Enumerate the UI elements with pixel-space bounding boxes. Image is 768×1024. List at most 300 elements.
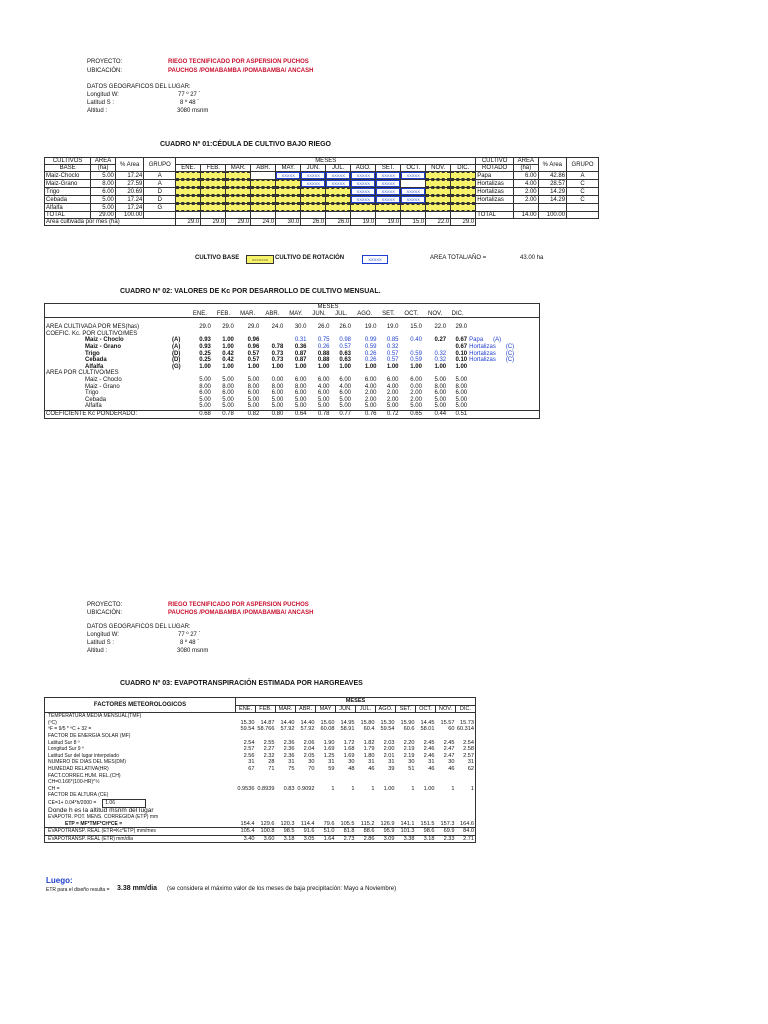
area-crop-name: Maiz - Choclo: [85, 376, 122, 383]
hg-value: 3.60: [263, 835, 275, 842]
kc-area-value: 24.0: [271, 324, 284, 331]
hg-value: 1.69: [323, 746, 335, 753]
hg-value: [256, 773, 276, 780]
cultivada-value: 24.0: [251, 219, 276, 226]
hg-value: 51.0: [323, 828, 335, 835]
lon-label: Longitud W:: [87, 92, 119, 98]
hg-row: [45, 828, 476, 836]
kc-pond-label: COEFICIENTE Kc PONDERADO:: [46, 410, 138, 417]
hg-value: 2.01: [383, 752, 395, 759]
kc-month-header: ABR.: [265, 310, 280, 317]
hg-value: 14.45: [420, 719, 435, 726]
ubicacion-label-2: UBICACIÓN:: [87, 610, 123, 616]
hg-value: [256, 814, 276, 821]
h-rotado: ROTADO: [476, 165, 514, 172]
hg-value: [356, 814, 376, 821]
cultivo-table: [44, 157, 599, 226]
month-cell: [301, 196, 326, 204]
cultivada-blank: [514, 219, 539, 226]
hg-value: 28: [268, 759, 275, 766]
area-crop-value: 5.00: [222, 396, 234, 403]
kc-blank: [45, 304, 188, 311]
hg-value: [316, 713, 336, 720]
hg-value: 58.91: [340, 726, 355, 733]
kc-rot-group: (C): [505, 357, 515, 364]
total-month-blank: [351, 212, 376, 219]
month-cell: [276, 196, 301, 204]
base-crop-marker: [226, 196, 250, 203]
hg-value: [396, 792, 416, 799]
hg-value: 2.54: [463, 739, 474, 746]
total-label-2: TOTAL: [476, 212, 514, 219]
hg-value: 105.4: [240, 828, 255, 835]
kc-area-value: 26.0: [339, 324, 352, 331]
hg-value: 101.3: [400, 828, 415, 835]
hg-value: 1.25: [323, 752, 335, 759]
hg-value: 2.56: [243, 752, 255, 759]
hg-value: [316, 792, 336, 799]
area-crop-value: 0.00: [410, 383, 422, 390]
total-month-blank: [426, 212, 451, 219]
h-cultivo2: CULTIVO: [476, 158, 514, 165]
hg-value: 2.45: [423, 739, 435, 746]
hg-value: 31: [248, 759, 255, 766]
kc-row: [45, 344, 540, 351]
rotation-crop-marker: XXXXX: [276, 172, 300, 179]
rotado-name: [476, 204, 514, 212]
hg-value: 48: [348, 765, 355, 772]
area-crop-value: 2.00: [386, 390, 399, 397]
month-cell: [201, 204, 226, 212]
month-cell: [401, 172, 426, 180]
geo-title-2: DATOS GEOGRAFICOS DEL LUGAR:: [87, 624, 191, 630]
cultivada-value: 19.0: [351, 219, 376, 226]
legend-base-label: CULTIVO BASE: [195, 255, 240, 261]
hg-value: 91.6: [303, 828, 315, 835]
hg-row: [45, 720, 476, 727]
base-crop-marker: [226, 188, 250, 195]
hg-value: [316, 814, 336, 821]
base-crop-marker: [251, 204, 275, 211]
hg-value: 2.36: [283, 739, 295, 746]
hg-row-label: [45, 713, 236, 720]
rotation-crop-marker: XXXXX: [301, 172, 325, 179]
hg-value: 129.6: [260, 820, 275, 827]
hg-row-label: [45, 828, 236, 836]
hg-value: [436, 773, 456, 780]
total-month-blank: [276, 212, 301, 219]
kc-crop-name: Cebada: [85, 357, 107, 364]
hg-value: 0.83: [283, 785, 295, 792]
month-cell: [226, 172, 251, 180]
base-crop-marker: [276, 180, 300, 187]
month-cell: [326, 204, 351, 212]
month-cell: [251, 188, 276, 196]
kc-value: 1.00: [364, 363, 377, 370]
month-cell: [176, 204, 201, 212]
cultivo-header-row: [45, 158, 599, 165]
hg-row-label-text: CH =: [48, 785, 60, 792]
cultivo-row: [45, 180, 599, 188]
total-month-blank: [401, 212, 426, 219]
base-crop-marker: [326, 204, 350, 211]
hg-value: [436, 792, 456, 799]
total-month-blank: [201, 212, 226, 219]
kc-value: 0.27: [434, 337, 447, 344]
kc-value: 1.00: [410, 363, 422, 370]
kc-month-header: MAR.: [240, 310, 256, 317]
hg-value: 31: [328, 759, 335, 766]
month-header: MAY.: [276, 165, 301, 172]
lat-value: 8 º 48 ´: [180, 100, 200, 106]
hg-row-label-text: Latitud Sur del lugar interpolado: [48, 752, 119, 759]
kc-pond-row: [45, 410, 540, 418]
kc-value: 0.57: [386, 357, 399, 364]
month-cell: [351, 204, 376, 212]
rotado-name: Papa: [476, 172, 514, 180]
hg-value: 15.30: [380, 719, 395, 726]
hg-value: [336, 814, 356, 821]
kc-value: 0.88: [317, 357, 330, 364]
kc-value: 0.57: [339, 343, 352, 350]
kc-area-value: 19.0: [364, 324, 377, 331]
hg-value: [456, 792, 476, 799]
base-crop-marker: [226, 180, 250, 187]
hg-row: [45, 740, 476, 747]
hg-value: [276, 808, 296, 815]
area-crop-value: 5.00: [410, 403, 422, 410]
area-crop-name: Maiz - Grano: [85, 383, 120, 390]
month-cell: [451, 180, 476, 188]
hg-row-label: [45, 720, 236, 727]
area-crop-row: [45, 384, 540, 391]
hg-value: 1.82: [363, 739, 375, 746]
hg-value: [416, 779, 436, 786]
base-crop-marker: [426, 172, 450, 179]
area-crop-value: 5.00: [339, 396, 352, 403]
hg-value: [256, 799, 276, 808]
hg-month-header: OCT.: [416, 705, 436, 713]
month-cell: [401, 188, 426, 196]
kc-area-value: 26.0: [317, 324, 330, 331]
hg-value: 59.54: [240, 726, 255, 733]
kc-pond-value: 0.44: [434, 410, 447, 417]
kc-meses-row: [45, 304, 540, 311]
hg-value: 2.57: [243, 746, 255, 753]
kc-value: 1.00: [271, 363, 284, 370]
month-cell: [176, 188, 201, 196]
total-month-blank: [326, 212, 351, 219]
geo-title: DATOS GEOGRAFICOS DEL LUGAR:: [87, 84, 191, 90]
hg-row: [45, 733, 476, 740]
hg-row: [45, 766, 476, 773]
area-crop-value: 8.00: [455, 383, 468, 390]
hg-value: 15.60: [320, 719, 335, 726]
hg-value: 57.92: [280, 726, 295, 733]
hg-row-label-text: ETP = MF*TMF*CH*CE =: [65, 820, 123, 827]
hg-value: 1.64: [323, 835, 335, 842]
hg-value: 46: [448, 765, 455, 772]
rotation-crop-marker: XXXXX: [376, 180, 400, 187]
kc-value: 0.36: [294, 343, 307, 350]
kc-crop-name: Trigo: [85, 350, 100, 357]
cultivo-grupo: D: [144, 196, 176, 204]
kc-rot-name: Hortalizas: [469, 350, 496, 357]
hg-value: 3.18: [283, 835, 295, 842]
base-crop-marker: [451, 196, 475, 203]
hg-value: 14.40: [280, 719, 295, 726]
kc-month-header: ENE.: [192, 310, 207, 317]
cultivada-value: 26.0: [301, 219, 326, 226]
area-crop-value: 6.00: [339, 376, 352, 383]
hg-value: 1.79: [363, 746, 375, 753]
base-crop-marker: [451, 172, 475, 179]
hg-value: 31: [368, 759, 375, 766]
kc-value: [400, 344, 423, 351]
kc-value: 0.26: [364, 357, 377, 364]
cultivada-value: 29.0: [451, 219, 476, 226]
base-crop-marker: [301, 196, 325, 203]
hg-value: 98.5: [283, 828, 295, 835]
base-crop-marker: [251, 188, 275, 195]
area-crop-value: 6.00: [434, 390, 447, 397]
area-crop-value: 5.00: [271, 396, 284, 403]
hg-row-label: [45, 786, 236, 793]
rotado-pct: 42.86: [538, 172, 566, 180]
cuadro3-title: CUADRO Nº 03: EVAPOTRANSPIRACIÓN ESTIMADA POR HARGREAVES: [120, 680, 363, 687]
hg-value: 2.27: [263, 746, 275, 753]
hg-month-header: SET.: [396, 705, 416, 713]
rotation-crop-marker: XXXXX: [401, 188, 425, 195]
hg-value: 59: [328, 765, 335, 772]
month-header: MAR.: [226, 165, 251, 172]
alt-value: 3080 msnm: [177, 108, 209, 114]
area-crop-value: 8.00: [247, 383, 260, 390]
area-crop-value: 5.00: [434, 376, 447, 383]
base-crop-marker: [176, 188, 200, 195]
hg-value: [396, 773, 416, 780]
total-label: TOTAL: [45, 212, 91, 219]
month-cell: [451, 204, 476, 212]
hg-value: [276, 779, 296, 786]
month-cell: [376, 204, 401, 212]
hg-value: 60.314: [456, 726, 474, 733]
kc-month-header: JUN.: [312, 310, 326, 317]
kc-value: 0.31: [294, 337, 307, 344]
kc-value: 0.32: [386, 343, 399, 350]
kc-blank: [171, 384, 188, 391]
kc-area-value: 22.0: [434, 324, 447, 331]
hg-value: 30: [408, 759, 415, 766]
kc-crop-group: (D): [172, 357, 181, 364]
kc-rot-group: (C): [505, 343, 515, 350]
month-cell: [201, 180, 226, 188]
hg-value: [296, 773, 316, 780]
area-crop-value: 5.00: [455, 376, 468, 383]
kc-rotation: [468, 337, 539, 344]
month-cell: [301, 180, 326, 188]
hg-value: [436, 799, 456, 808]
rotation-crop-marker: XXXXX: [326, 180, 350, 187]
base-crop-marker: [176, 204, 200, 211]
kc-blank: [468, 403, 539, 410]
hg-value: [276, 733, 296, 740]
hg-value: 2.32: [263, 752, 275, 759]
kc-blank: [468, 410, 539, 418]
hg-value: [236, 733, 256, 740]
kc-value: 1.00: [434, 363, 447, 370]
hg-value: [316, 733, 336, 740]
month-cell: [326, 196, 351, 204]
ubicacion-value: PAUCHOS /POMABAMBA /POMABAMBA/ ANCASH: [168, 68, 314, 74]
area-crop-value: 5.00: [364, 403, 377, 410]
kc-value: 0.40: [410, 337, 422, 344]
area-crop-value: 5.00: [339, 403, 352, 410]
kc-pond-value: 0.68: [199, 410, 211, 417]
hg-value: [396, 799, 416, 808]
cultivo-name: Trigo: [45, 188, 91, 196]
ubicacion-value-2: PAUCHOS /POMABAMBA /POMABAMBA/ ANCASH: [168, 610, 314, 616]
month-cell: [276, 172, 301, 180]
hg-value: [456, 733, 476, 740]
hg-value: [456, 814, 476, 821]
kc-value: 0.67: [455, 343, 468, 350]
rotado-name: Hortalizas: [476, 188, 514, 196]
kc-area-value: 30.0: [294, 324, 307, 331]
hg-value: [436, 779, 456, 786]
h-pct2: % Area: [538, 158, 566, 172]
hg-row: [45, 792, 476, 799]
cultivo-name: Maiz-Choclo: [45, 172, 91, 180]
rotation-crop-marker: XXXXX: [351, 196, 375, 203]
area-crop-value: 8.00: [222, 383, 234, 390]
kc-blank: [468, 324, 539, 331]
hg-value: 60: [448, 726, 455, 733]
area-crop-name: Trigo: [85, 390, 99, 397]
cultivo-pct: 17.24: [115, 172, 143, 180]
area-crop-value: 6.00: [317, 376, 330, 383]
month-header: AGO.: [351, 165, 376, 172]
kc-value: 0.73: [271, 350, 284, 357]
kc-coef-label: COEFIC. Kc. POR CULTIVO/MES: [46, 330, 138, 337]
cultivada-blank: [476, 219, 514, 226]
hg-row-label-text: EVAPOTRANSP. REAL (ETR=Kc*ETP) mm/mes: [48, 828, 156, 835]
area-crop-value: 6.00: [364, 376, 377, 383]
h-grupo: GRUPO: [144, 158, 176, 172]
hg-value: 2.46: [423, 746, 435, 753]
hg-month-header: JUN.: [336, 705, 356, 713]
kc-value: 0.78: [271, 343, 284, 350]
hg-row-label: [45, 808, 236, 815]
kc-area-value: 29.0: [199, 324, 211, 331]
kc-value: 1.00: [294, 363, 307, 370]
hg-row: [45, 746, 476, 753]
month-cell: [326, 172, 351, 180]
area-total-label: AREA TOTAL/AÑO =: [430, 255, 487, 261]
base-crop-marker: [201, 180, 225, 187]
h-ha2: (ha): [514, 165, 539, 172]
hg-value: 1: [371, 785, 375, 792]
hg-value: 1.68: [343, 746, 355, 753]
hg-value: [396, 814, 416, 821]
kc-coef-row: [45, 331, 540, 338]
rotado-grupo: A: [567, 172, 599, 180]
hg-value: 115.2: [360, 820, 375, 827]
hg-value: 2.19: [403, 752, 415, 759]
kc-value: 0.93: [199, 337, 211, 344]
area-crop-row: [45, 377, 540, 384]
rotation-crop-marker: XXXXX: [401, 172, 425, 179]
kc-rot-group: (C): [505, 350, 515, 357]
base-crop-marker: [276, 196, 300, 203]
kc-crop-name: Maiz - Grano: [85, 343, 122, 350]
hg-value: 1: [451, 785, 455, 792]
month-cell: [226, 188, 251, 196]
kc-area-value: 19.0: [386, 324, 399, 331]
kc-value: 1.00: [455, 363, 468, 370]
base-crop-marker: [226, 204, 250, 211]
kc-value: 0.93: [199, 343, 211, 350]
hg-value: 31: [388, 759, 395, 766]
month-cell: [426, 204, 451, 212]
hg-value: 15.30: [240, 719, 255, 726]
hg-value: 30: [348, 759, 355, 766]
hg-month-header: FEB.: [256, 705, 276, 713]
base-crop-marker: [426, 204, 450, 211]
area-crop-value: 4.00: [364, 383, 377, 390]
kc-month-header: JUL.: [335, 310, 348, 317]
hg-value: 164.6: [460, 820, 474, 827]
hg-value: 2.00: [383, 746, 395, 753]
kc-value: 0.42: [222, 350, 234, 357]
hg-value: 2.46: [423, 752, 435, 759]
hg-row-label-text: FACTOR DE ALTURA (CE): [48, 792, 109, 799]
hg-value: [296, 814, 316, 821]
base-crop-marker: [426, 180, 450, 187]
hg-value: 58.766: [257, 726, 275, 733]
total-month-blank: [176, 212, 201, 219]
hg-value: [356, 808, 376, 815]
kc-value: [423, 344, 447, 351]
hg-value: 95.9: [383, 828, 395, 835]
total-area-2: 14.00: [514, 212, 539, 219]
month-cell: [401, 180, 426, 188]
proyecto-label: PROYECTO:: [87, 59, 123, 65]
hg-value: [356, 779, 376, 786]
hg-value: [336, 733, 356, 740]
hg-month-header: DIC.: [456, 705, 476, 713]
month-header: SET.: [376, 165, 401, 172]
area-crop-value: 4.00: [339, 383, 352, 390]
hg-row-label-text: EVAPOTRANSP. REAL (ETR) mm/día: [48, 835, 133, 842]
total-pct: 100.00: [115, 212, 143, 219]
rotado-grupo: C: [567, 196, 599, 204]
hg-row-label: [45, 726, 236, 733]
proyecto-label-2: PROYECTO:: [87, 602, 123, 608]
month-cell: [226, 204, 251, 212]
rotado-area: 6.00: [514, 172, 539, 180]
hg-value: [436, 733, 456, 740]
kc-rot-name: Papa: [469, 337, 484, 344]
hg-value: 2.58: [463, 746, 474, 753]
hg-value: [336, 792, 356, 799]
hg-value: [316, 779, 336, 786]
lat-label-2: Latitud S :: [87, 640, 115, 646]
hg-value: 60.08: [320, 726, 335, 733]
cultivada-value: 29.0: [226, 219, 251, 226]
legend-base-swatch: =======: [246, 255, 274, 264]
hg-value: [236, 779, 256, 786]
